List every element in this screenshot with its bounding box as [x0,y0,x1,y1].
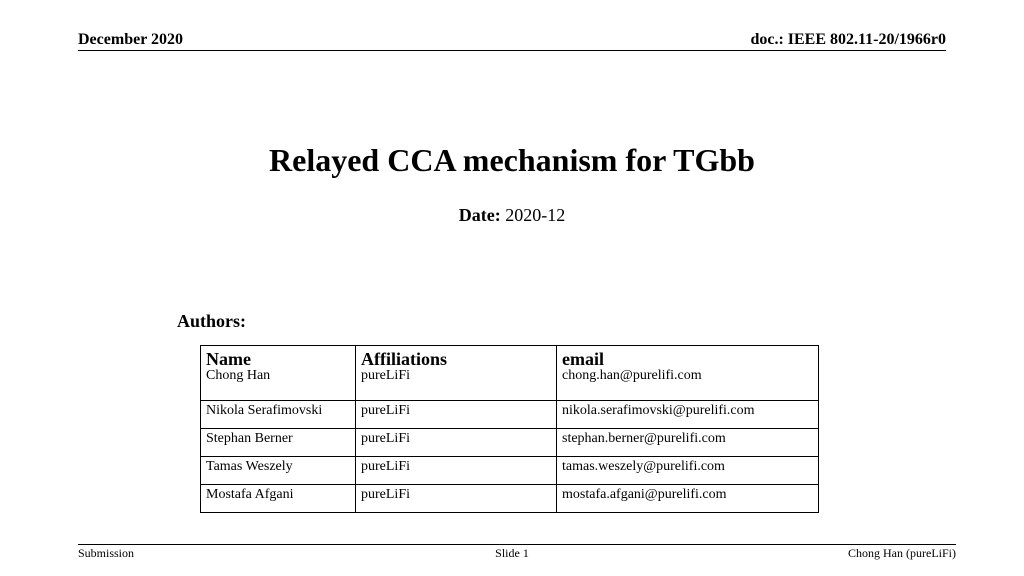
footer-slide-number: Slide 1 [495,546,529,560]
column-header-affiliations: Affiliations [356,346,557,373]
table-header-row [201,346,819,373]
footer-submission: Submission [78,546,135,560]
author-email: stephan.berner@purelifi.com [557,429,819,457]
date-value: 2020-12 [505,205,566,225]
authors-table [200,345,819,513]
author-email [557,368,819,401]
author-affiliation [356,368,557,401]
author-affiliation: pureLiFi [356,485,557,513]
author-affiliation: pureLiFi [356,429,557,457]
slide-title: Relayed CCA mechanism for TGbb [269,142,755,178]
author-name [201,368,356,401]
author-email: mostafa.afgani@purelifi.com [557,485,819,513]
table-row [201,429,819,457]
table-row [201,372,819,401]
footer-divider [78,544,956,545]
authors-label: Authors: [177,311,247,331]
author-email: nikola.serafimovski@purelifi.com [557,401,819,429]
header-divider [78,50,946,51]
table-row [201,485,819,513]
author-affiliation: pureLiFi [356,401,557,429]
date-line [0,205,1024,226]
author-affiliation-text: pureLiFi [361,368,410,383]
footer-author: Chong Han (pureLiFi) [848,546,956,560]
author-affiliation: pureLiFi [356,457,557,485]
header-doc-id: doc.: IEEE 802.11-20/1966r0 [750,31,946,48]
author-name: Nikola Serafimovski [201,401,356,429]
author-name: Tamas Weszely [201,457,356,485]
author-name: Mostafa Afgani [201,485,356,513]
column-header-email: email [557,346,819,373]
author-email: tamas.weszely@purelifi.com [557,457,819,485]
date-label: Date: [458,205,501,225]
column-header-name: Name [201,346,356,373]
author-name: Stephan Berner [201,429,356,457]
author-name-text: Chong Han [206,368,271,383]
table-row [201,457,819,485]
author-email-text: chong.han@purelifi.com [562,368,702,383]
header-date: December 2020 [78,31,183,48]
table-row [201,401,819,429]
